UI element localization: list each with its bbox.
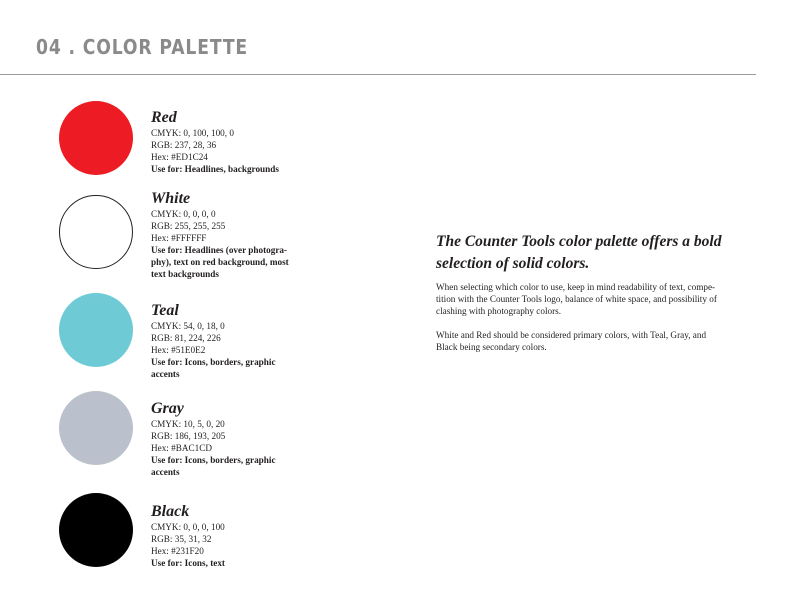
- swatch-cmyk: CMYK: 0, 0, 0, 0: [151, 209, 216, 219]
- swatch-red: [0, 109, 400, 189]
- swatch-circle-black: [59, 493, 133, 567]
- swatch-name: Teal: [151, 302, 179, 319]
- swatch-circle-red: [59, 101, 133, 175]
- swatch-rgb: RGB: 186, 193, 205: [151, 431, 226, 441]
- swatch-rgb: RGB: 255, 255, 255: [151, 221, 226, 231]
- swatch-hex: Hex: #231F20: [151, 546, 204, 556]
- swatch-hex: Hex: #ED1C24: [151, 152, 208, 162]
- swatch-info-gray: [151, 400, 276, 478]
- swatch-teal: [0, 302, 400, 382]
- swatch-name: White: [151, 190, 191, 207]
- swatch-cmyk: CMYK: 0, 0, 0, 100: [151, 522, 225, 532]
- intro-heading: The Counter Tools color palette offers a bold selection of solid colors.: [436, 233, 722, 272]
- swatch-info-teal: [151, 302, 276, 380]
- swatch-circle-gray: [59, 391, 133, 465]
- swatch-black: [0, 503, 400, 583]
- swatch-name: Gray: [151, 400, 184, 417]
- swatch-white: [0, 190, 400, 279]
- swatch-cmyk: CMYK: 10, 5, 0, 20: [151, 419, 225, 429]
- intro-paragraph-2: White and Red should be considered primary colors, with Teal, Gray, and Black being secondary colors.: [436, 330, 707, 352]
- swatch-use: Use for: Icons, borders, graphic accents: [151, 357, 276, 379]
- swatch-hex: Hex: #FFFFFF: [151, 233, 207, 243]
- swatch-use: Use for: Icons, text: [151, 558, 225, 568]
- swatch-info-white: [151, 190, 289, 280]
- swatch-circle-white: [59, 195, 133, 269]
- swatch-gray: [0, 400, 400, 480]
- swatch-use: Use for: Headlines, backgrounds: [151, 164, 279, 174]
- swatch-circle-teal: [59, 293, 133, 367]
- swatch-info-black: [151, 503, 225, 569]
- swatch-name: Red: [151, 109, 177, 126]
- header-divider: [0, 74, 756, 75]
- swatch-rgb: RGB: 237, 28, 36: [151, 140, 217, 150]
- swatch-info-red: [151, 109, 279, 175]
- swatch-name: Black: [151, 503, 190, 520]
- swatch-hex: Hex: #51E0E2: [151, 345, 206, 355]
- swatch-rgb: RGB: 35, 31, 32: [151, 534, 212, 544]
- swatch-use: Use for: Headlines (over photogra- phy), text on red background, most text backgrounds: [151, 245, 289, 279]
- swatch-rgb: RGB: 81, 224, 226: [151, 333, 221, 343]
- swatch-cmyk: CMYK: 54, 0, 18, 0: [151, 321, 225, 331]
- page-title: 04 . COLOR PALETTE: [36, 35, 249, 59]
- intro-paragraph-1: When selecting which color to use, keep in mind readability of text, compe- tition with the Counter Tools logo, balance of white space, and possibility of clashing with photography colors.: [436, 282, 717, 316]
- swatch-cmyk: CMYK: 0, 100, 100, 0: [151, 128, 234, 138]
- swatch-hex: Hex: #BAC1CD: [151, 443, 212, 453]
- swatch-use: Use for: Icons, borders, graphic accents: [151, 455, 276, 477]
